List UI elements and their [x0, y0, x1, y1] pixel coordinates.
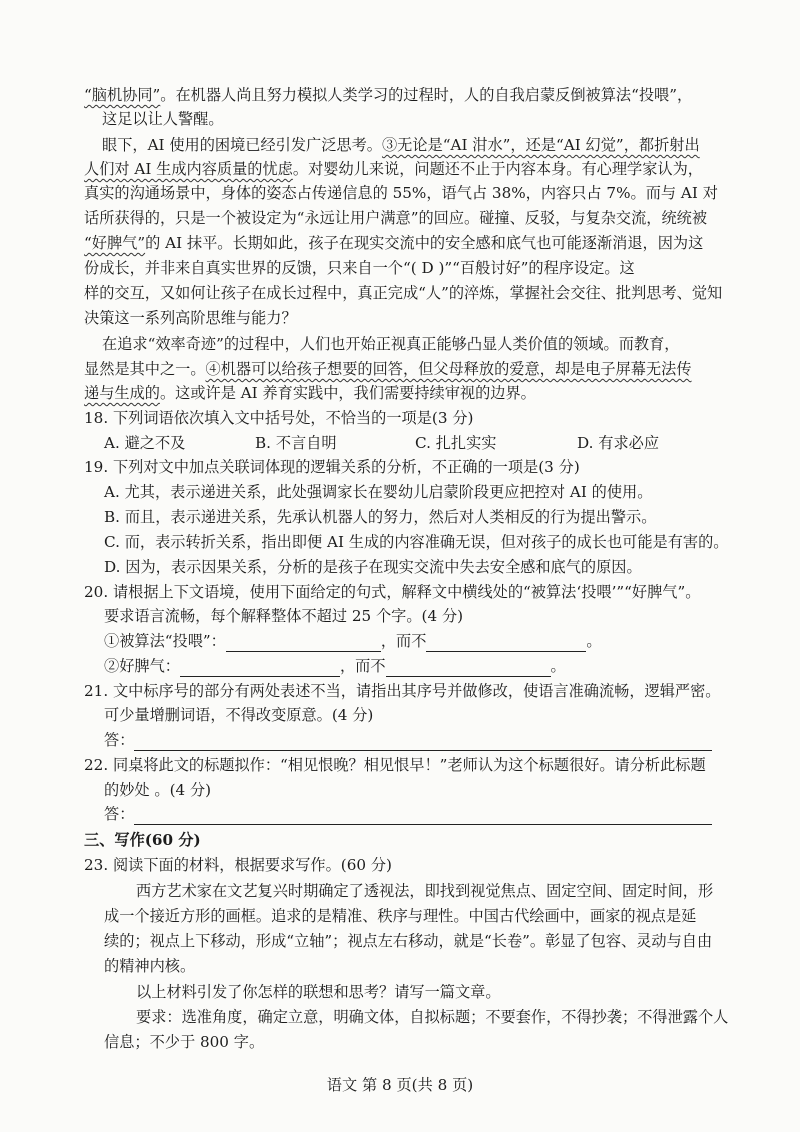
passage-line — [84, 358, 692, 380]
passage-line: 在追求“效率奇迹”的过程中，人们也开始正视真正能够凸显人类价值的领域。而教育， — [102, 335, 680, 353]
wavy-underlined-phrase: “脑机协同” — [84, 86, 161, 104]
numbered-sentence-3: ③无论是“AI 泔水”，还是“AI 幻觉”，都折射出 — [381, 136, 700, 154]
question-23: 23. 阅读下面的材料，根据要求写作。(60 分) — [84, 856, 392, 874]
passage-line — [84, 232, 703, 254]
answer-connector: ，而不 — [380, 632, 427, 650]
option-18-a: A. 避之不及 — [104, 434, 186, 452]
passage-line: 份成长，并非来自真实世界的反馈，只来自一个“( D )”“百般讨好”的程序设定。这 — [84, 259, 635, 277]
passage-line — [102, 134, 700, 156]
option-19-c: C. 而，表示转折关系，指出即便 AI 生成的内容准确无误，但对孩子的成长也可能是有害的。 — [104, 533, 729, 551]
passage-line: 这足以让人警醒。 — [102, 110, 224, 128]
writing-requirements-cont: 信息；不少于 800 字。 — [104, 1033, 265, 1051]
option-19-b: B. 而且，表示递进关系，先承认机器人的努力，然后对人类相反的行为提出警示。 — [104, 508, 657, 526]
question-22: 22. 同桌将此文的标题拟作：“相见恨晚？相见恨早！”老师认为这个标题很好。请分析此标题 — [84, 756, 706, 774]
material-line: 的精神内核。 — [104, 957, 196, 975]
wavy-underlined-phrase: “好脾气” — [84, 234, 146, 252]
answer-line[interactable] — [134, 735, 712, 751]
question-18: 18. 下列词语依次填入文中括号处，不恰当的一项是(3 分) — [84, 409, 474, 427]
material-line: 续的；视点上下移动，形成“立轴”；视点左右移动，就是“长卷”。彰显了包容、灵动与自由 — [104, 932, 713, 950]
answer-blank[interactable] — [386, 661, 551, 677]
answer-period: 。 — [586, 632, 602, 650]
passage-text: 。对婴幼儿来说，问题还不止于内容本身。有心理学家认为， — [292, 160, 703, 178]
question-20: 20. 请根据上下文语境，使用下面给定的句式，解释文中横线处的“被算法‘投喂’”“好脾气”。 — [84, 583, 701, 601]
question-21: 21. 文中标序号的部分有两处表述不当，请指出其序号并做修改，使语言准确流畅，逻辑严密。 — [84, 682, 721, 700]
answer-period: 。 — [550, 657, 566, 675]
material-line: 西方艺术家在文艺复兴时期确定了透视法，即找到视觉焦点、固定空间、固定时间，形 — [136, 882, 714, 900]
answer-line[interactable] — [134, 809, 712, 825]
passage-line — [84, 84, 692, 106]
answer-label: 答： — [104, 731, 135, 749]
question-19: 19. 下列对文中加点关联词体现的逻辑关系的分析，不正确的一项是(3 分) — [84, 458, 580, 476]
question-21-requirement: 可少量增删词语，不得改变原意。(4 分) — [104, 706, 374, 724]
answer-blank[interactable] — [426, 636, 586, 652]
answer-21 — [104, 729, 712, 751]
option-19-d: D. 因为，表示因果关系，分析的是孩子在现实交流中失去安全感和底气的原因。 — [104, 558, 642, 576]
numbered-sentence-3-end: 人们对 AI 生成内容质量的忧虑 — [84, 160, 293, 178]
writing-requirements: 要求：选准角度，确定立意，明确文体，自拟标题；不要套作，不得抄袭；不得泄露个人 — [136, 1008, 729, 1026]
passage-text: 眼下，AI 使用的困境已经引发广泛思考。 — [102, 136, 382, 154]
option-18-c: C. 扎扎实实 — [415, 434, 497, 452]
option-19-a: A. 尤其，表示递进关系，此处强调家长在婴幼儿启蒙阶段更应把控对 AI 的使用。 — [104, 483, 653, 501]
answer-label: ②好脾气： — [104, 657, 180, 675]
passage-line: 样的交互，又如何让孩子在成长过程中，真正完成“人”的淬炼，掌握社会交往、批判思考、觉知 — [84, 284, 723, 302]
passage-text: 显然是其中之一。 — [84, 360, 206, 378]
passage-text: 的 AI 抹平。长期如此，孩子在现实交流中的安全感和底气也可能逐渐消退，因为这 — [145, 234, 704, 252]
passage-line: 真实的沟通场景中，身体的姿态占传递信息的 55%，语气占 38%，内容只占 7%。而与 AI 对 — [84, 184, 718, 202]
answer-connector: ，而不 — [339, 657, 386, 675]
passage-text: 。在机器人尚且努力模拟人类学习的过程时，人的自我启蒙反倒被算法“投喂”， — [160, 86, 693, 104]
question-20-requirement: 要求语言流畅，每个解释整体不超过 25 个字。(4 分) — [104, 607, 464, 625]
option-18-d: D. 有求必应 — [577, 434, 660, 452]
answer-label: ①被算法“投喂”： — [104, 632, 226, 650]
passage-text: 。这或许是 AI 养育实践中，我们需要持续审视的边界。 — [159, 384, 536, 402]
writing-prompt: 以上材料引发了你怎样的联想和思考？请写一篇文章。 — [136, 983, 501, 1001]
option-18-b: B. 不言自明 — [255, 434, 337, 452]
answer-22 — [104, 803, 712, 825]
answer-20-1 — [104, 630, 602, 652]
answer-20-2 — [104, 655, 566, 677]
numbered-sentence-4: ④机器可以给孩子想要的回答，但父母释放的爱意，却是电子屏幕无法传 — [205, 360, 692, 378]
answer-label: 答： — [104, 805, 135, 823]
passage-line — [84, 382, 536, 404]
section-heading: 三、写作(60 分) — [84, 831, 201, 849]
passage-line: 决策这一系列高阶思维与能力？ — [84, 309, 297, 327]
passage-line — [84, 158, 703, 180]
material-line: 成一个接近方形的画框。追求的是精准、秩序与理性。中国古代绘画中，画家的视点是延 — [104, 907, 697, 925]
passage-line: 话所获得的，只是一个被设定为“永远让用户满意”的回应。碰撞、反驳，与复杂交流，统统被 — [84, 209, 708, 227]
question-22-cont: 的妙处 。(4 分) — [104, 781, 212, 799]
numbered-sentence-4-end: 递与生成的 — [84, 384, 160, 402]
page-footer: 语文 第 8 页(共 8 页) — [326, 1076, 474, 1094]
answer-blank[interactable] — [226, 636, 381, 652]
answer-blank[interactable] — [180, 661, 340, 677]
